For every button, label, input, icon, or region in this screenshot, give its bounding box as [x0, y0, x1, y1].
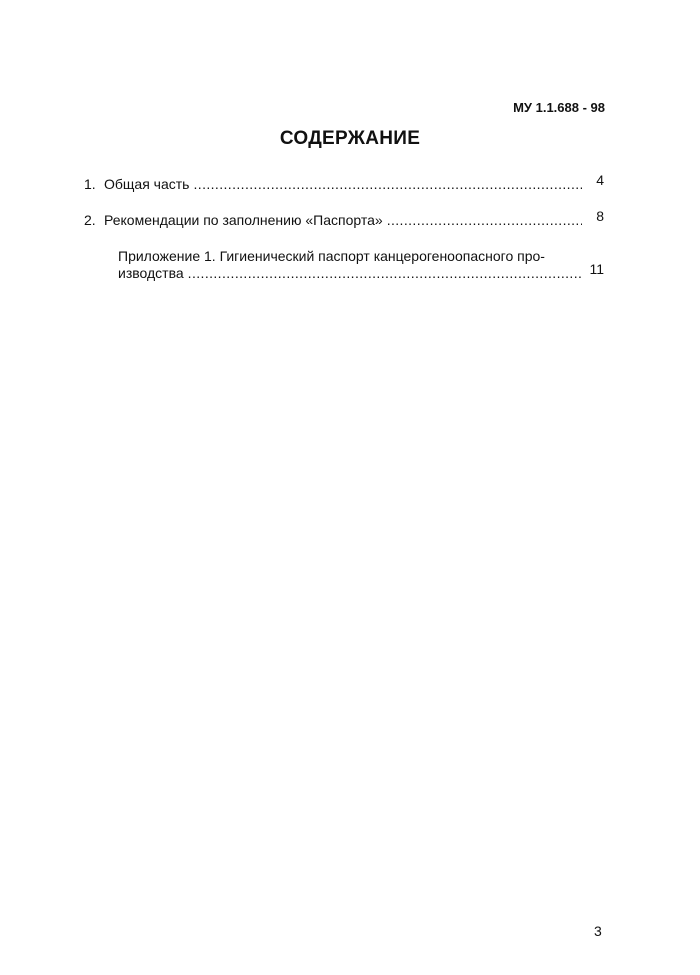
toc-entry-page: 11	[589, 261, 604, 277]
appendix-label-line1: Приложение 1. Гигиенический паспорт канцерогеноопасного про-	[118, 248, 545, 264]
toc-entry-label: Общая часть	[104, 176, 190, 192]
toc-entry-2[interactable]	[84, 208, 604, 229]
toc-entry-label: Рекомендации по заполнению «Паспорта»	[104, 212, 383, 228]
dot-leader	[193, 176, 582, 193]
toc-entry-number: 1.	[84, 176, 96, 192]
toc-entry-page: 4	[596, 172, 604, 188]
toc-entry-appendix[interactable]	[118, 248, 604, 282]
page-number: 3	[594, 923, 602, 939]
toc-entry-page: 8	[596, 208, 604, 224]
document-code: МУ 1.1.688 - 98	[513, 100, 605, 115]
appendix-label-line2: изводства	[118, 265, 184, 281]
dot-leader	[188, 265, 582, 282]
toc-entry-1[interactable]	[84, 172, 604, 193]
dot-leader	[387, 212, 582, 229]
table-of-contents	[84, 172, 604, 282]
toc-entry-number: 2.	[84, 212, 96, 228]
page-title: СОДЕРЖАНИЕ	[279, 128, 421, 149]
